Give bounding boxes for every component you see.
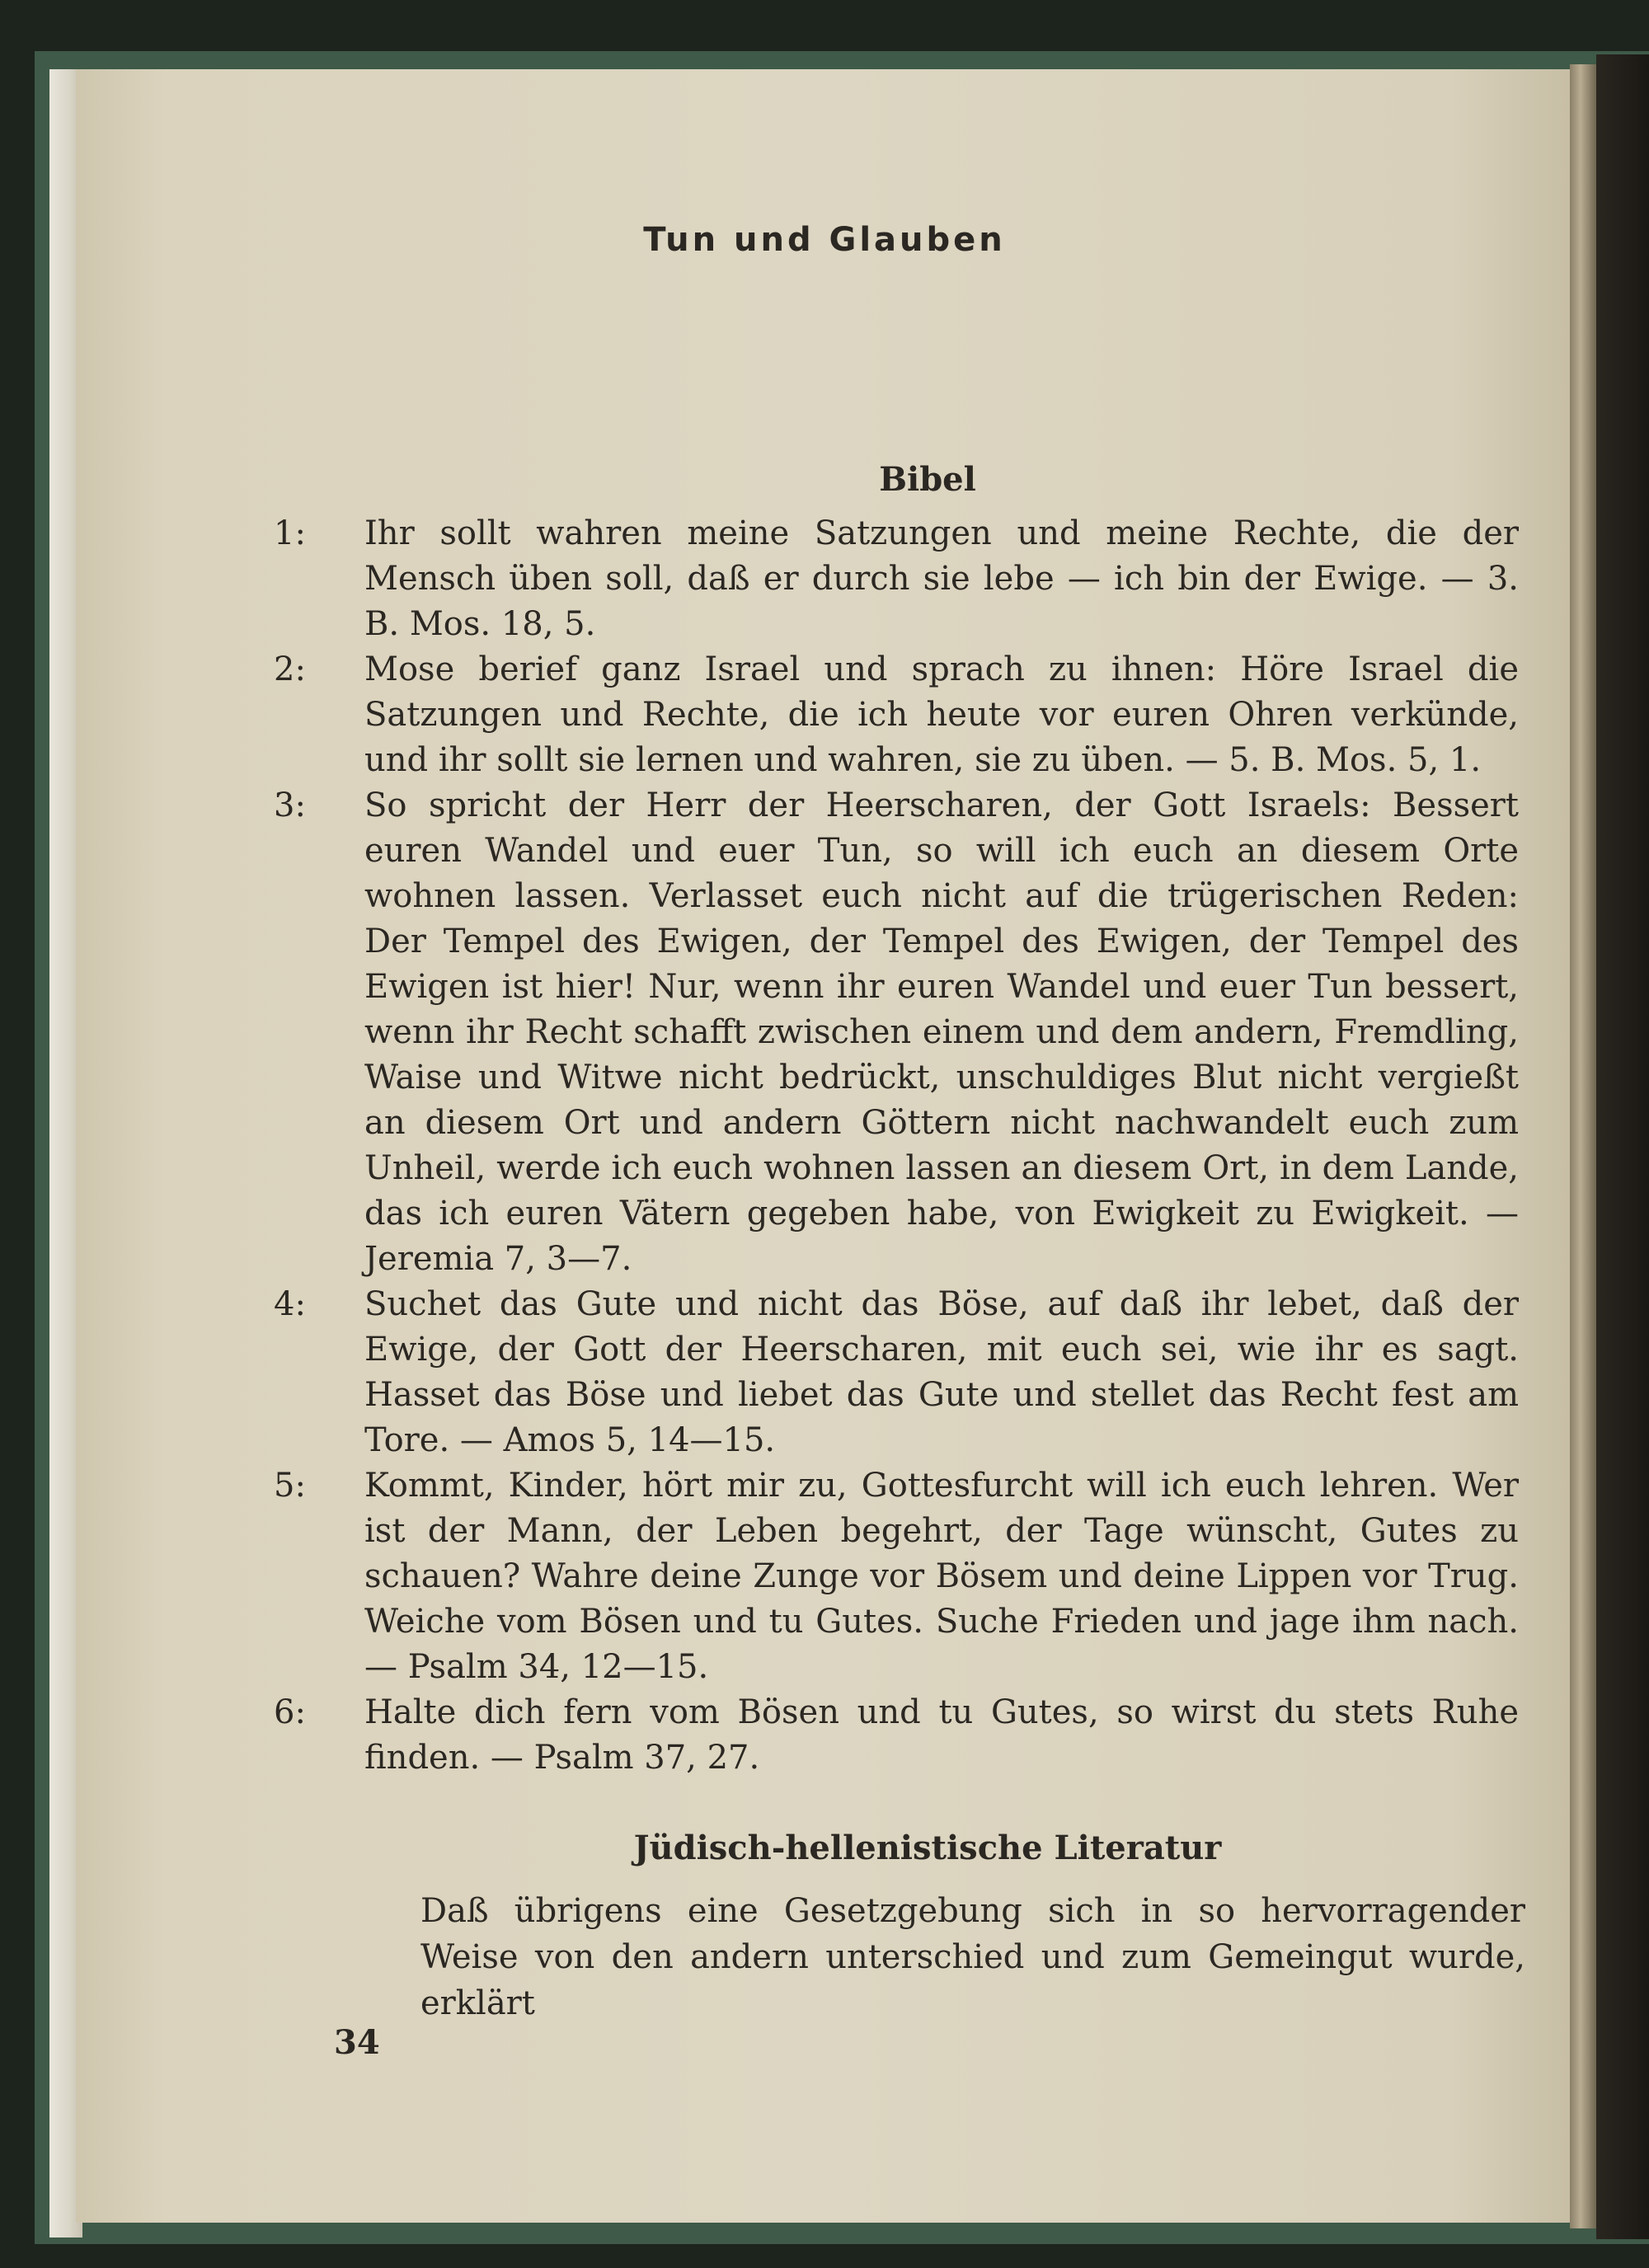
verse-text: Ihr sollt wahren meine Satzungen und meine Rechte, die der Mensch üben soll, daß er durch sie lebe — ich bin der Ewige. — 3. B. Mos. 18, 5. <box>364 514 1519 643</box>
verse-entry <box>274 1282 1519 1463</box>
book-gutter <box>1570 64 1596 2228</box>
verse-number: 3: <box>274 787 306 824</box>
facing-page-edge <box>1596 54 1649 2239</box>
verse-number: 5: <box>274 1467 306 1505</box>
page-number: 34 <box>334 2023 380 2062</box>
section-heading: Bibel <box>879 460 976 499</box>
verse-entry <box>274 783 1519 1282</box>
verse-number: 4: <box>274 1285 306 1323</box>
verse-entry <box>274 1690 1519 1781</box>
verse-entry <box>274 1463 1519 1690</box>
verse-number: 6: <box>274 1693 306 1731</box>
verse-text: Kommt, Kinder, hört mir zu, Gottesfurcht will ich euch lehren. Wer ist der Mann, der Leben begehrt, der Tage wünscht, Gutes zu schauen? Wahre deine Zunge vor Bösem und deine Lippen vor Trug. Weiche vom Bösen und tu Gutes. Suche Frieden und jage ihm nach. — Psalm 34, 12—15. <box>364 1467 1519 1686</box>
verse-text: Suchet das Gute und nicht das Böse, auf daß ihr lebet, daß der Ewige, der Gott der Heerscharen, mit euch sei, wie ihr es sagt. Hasset das Böse und liebet das Gute und stellet das Recht fest am Tore. — Amos 5, 14—15. <box>364 1285 1519 1459</box>
verse-text: Halte dich fern vom Bösen und tu Gutes, so wirst du stets Ruhe finden. — Psalm 37, 27. <box>364 1693 1519 1777</box>
verse-text: So spricht der Herr der Heerscharen, der Gott Israels: Bessert euren Wandel und euer Tun, so will ich euch an diesem Orte wohnen lassen. Verlasset euch nicht auf die trügerischen Reden: Der Tempel des Ewigen, der Tempel des Ewigen, der Tempel des Ewigen ist hier! Nur, wenn ihr euren Wandel und euer Tun bessert, wenn ihr Recht schafft zwischen einem und dem andern, Fremdling, Waise und Witwe nicht bedrückt, unschuldiges Blut nicht vergießt an diesem Ort und andern Göttern nicht nachwandelt euch zum Unheil, werde ich euch wohnen lassen an diesem Ort, in dem Lande, das ich euren Vätern gegeben habe, von Ewigkeit zu Ewigkeit. — Jeremia 7, 3—7. <box>364 787 1519 1278</box>
verse-entry <box>274 647 1519 783</box>
running-title: Tun und Glauben <box>643 221 1006 259</box>
prose-paragraph: Daß übrigens eine Gesetzgebung sich in so hervorragender Weise von den andern unterschied und zum Gemeingut wurde, erklärt <box>420 1892 1525 2022</box>
verse-entry <box>274 511 1519 647</box>
verse-number: 1: <box>274 514 306 552</box>
subheading: Jüdisch-hellenistische Literatur <box>633 1829 1222 1867</box>
verse-text: Mose berief ganz Israel und sprach zu ihnen: Höre Israel die Satzungen und Rechte, die ich heute vor euren Ohren verkünde, und ihr sollt sie lernen und wahren, sie zu üben. — 5. B. Mos. 5, 1. <box>364 650 1519 779</box>
verse-list <box>274 511 1519 1781</box>
verse-number: 2: <box>274 650 306 688</box>
